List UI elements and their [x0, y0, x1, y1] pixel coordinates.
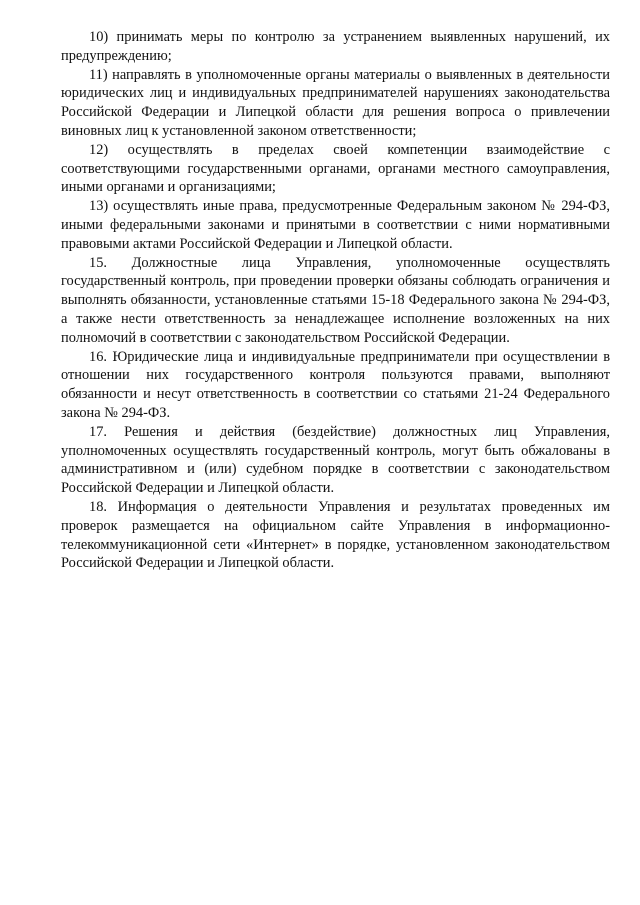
paragraph-section-16: 16. Юридические лица и индивидуальные предприниматели при осуществлении в отношении них государственного контроля пользуются правами, выполняют обязанности и несут ответственность в соответствии со статьями 21-24 Федерального закона № 294-ФЗ.	[61, 348, 610, 421]
paragraph-item-10: 10) принимать меры по контролю за устранением выявленных нарушений, их предупреждению;	[61, 29, 610, 64]
paragraph-item-13: 13) осуществлять иные права, предусмотренные Федеральным законом № 294-ФЗ, иными федеральными законами и принятыми в соответствии с ними нормативными правовыми актами Российской Федерации и Липецкой области.	[61, 198, 610, 252]
paragraph-section-18: 18. Информация о деятельности Управления и результатах проведенных им проверок размещается на официальном сайте Управления в информационно-телекоммуникационной сети «Интернет» в порядке, установленном законодательством Российской Федерации и Липецкой области.	[61, 498, 610, 572]
document-page	[61, 28, 610, 573]
paragraph-section-17: 17. Решения и действия (бездействие) должностных лиц Управления, уполномоченных осуществлять государственный контроль, могут быть обжалованы в административном и (или) судебном порядке в соответствии с законодательством Российской Федерации и Липецкой области.	[61, 423, 610, 497]
paragraph-section-15: 15. Должностные лица Управления, уполномоченные осуществлять государственный контроль, при проведении проверки обязаны соблюдать ограничения и выполнять обязанности, установленные статьями 15-18 Федерального закона № 294-ФЗ, а также нести ответственность за ненадлежащее исполнение возложенных на них полномочий в соответствии с законодательством Российской Федерации.	[61, 254, 610, 346]
paragraph-item-12: 12) осуществлять в пределах своей компетенции взаимодействие с соответствующими государственными органами, органами местного самоуправления, иными органами и организациями;	[61, 141, 610, 196]
paragraph-item-11: 11) направлять в уполномоченные органы материалы о выявленных в деятельности юридических лиц и индивидуальных предпринимателей нарушениях законодательства Российской Федерации и Липецкой области для решения вопроса о привлечении виновных лиц к установленной законом ответственности;	[61, 66, 610, 139]
